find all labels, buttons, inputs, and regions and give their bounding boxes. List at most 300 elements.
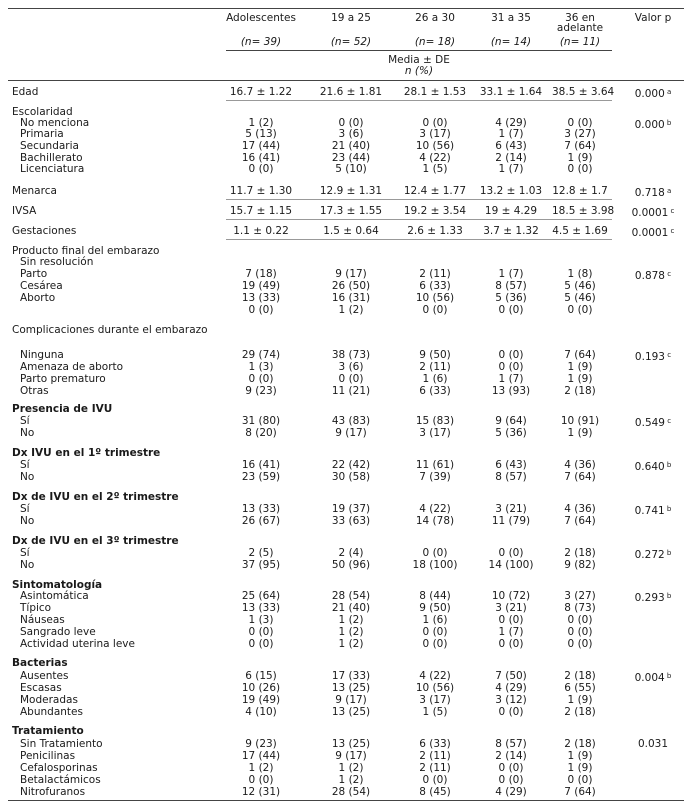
table-cell: 6 (15) — [245, 670, 277, 682]
table-cell: 1 (9) — [567, 694, 593, 706]
table-cell: 2.6 ± 1.33 — [407, 225, 463, 237]
table-cell: 0 (0) — [422, 304, 448, 316]
table-cell: 16.7 ± 1.22 — [229, 86, 293, 98]
col-n-19-25: (n= 52) — [330, 36, 372, 48]
table-cell: 8 (20) — [245, 427, 277, 439]
table-cell: 12.9 ± 1.31 — [319, 185, 383, 197]
col-header-31-35: 31 a 35 — [491, 12, 531, 24]
table-cell: 2 (4) — [338, 547, 364, 559]
table-cell: 0 (0) — [248, 638, 274, 650]
table-cell: 0 (0) — [248, 163, 274, 175]
table-cell: 0 (0) — [248, 774, 274, 786]
bottom-rule — [8, 800, 684, 801]
table-cell: 1 (6) — [422, 614, 448, 626]
table-cell: 6 (33) — [419, 385, 451, 397]
table-cell: 1 (2) — [338, 614, 364, 626]
p-value-test-marker: a — [664, 88, 672, 96]
table-cell: 2 (18) — [564, 670, 596, 682]
table-cell: 1 (3) — [248, 614, 274, 626]
section-title: Complicaciones durante el embarazo — [12, 324, 208, 336]
table-cell: 6 (33) — [419, 280, 451, 292]
row-label: Sí — [20, 503, 30, 515]
table-cell: 2 (18) — [564, 385, 596, 397]
table-cell: 9 (17) — [335, 427, 367, 439]
p-value-number: 0.0001 — [631, 227, 669, 239]
section-title: Tratamiento — [12, 725, 84, 737]
row-label: No — [20, 559, 35, 571]
col-n-36-plus: (n= 11) — [559, 36, 601, 48]
table-cell: 1 (7) — [498, 373, 524, 385]
table-cell: 0 (0) — [422, 117, 448, 129]
table-cell: 0 (0) — [498, 774, 524, 786]
table-cell: 12.4 ± 1.77 — [403, 185, 467, 197]
table-cell: 2 (5) — [248, 547, 274, 559]
table-cell: 1 (2) — [248, 117, 274, 129]
p-value-number: 0.000 — [634, 88, 665, 100]
row-label: Bachillerato — [20, 152, 83, 164]
table-cell: 1 (7) — [498, 128, 524, 140]
p-value-test-marker: b — [664, 592, 672, 600]
table-cell: 0 (0) — [338, 117, 364, 129]
table-cell: 1 (9) — [567, 750, 593, 762]
table-cell: 23 (44) — [331, 152, 371, 164]
row-label: Sangrado leve — [20, 626, 96, 638]
table-cell: 2 (11) — [419, 268, 451, 280]
row-label: Ausentes — [20, 670, 69, 682]
table-cell: 28.1 ± 1.53 — [403, 86, 467, 98]
table-cell: 33 (63) — [331, 515, 371, 527]
table-cell: 9 (17) — [335, 268, 367, 280]
table-cell: 26 (67) — [241, 515, 281, 527]
table-cell: 8 (57) — [495, 738, 527, 750]
col-header-19-25: 19 a 25 — [331, 12, 371, 24]
table-cell: 1 (9) — [567, 152, 593, 164]
table-cell: 2 (18) — [564, 738, 596, 750]
top-rule — [8, 8, 684, 9]
table-cell: 4 (36) — [564, 503, 596, 515]
row-label: Parto — [20, 268, 48, 280]
table-cell: 13 (25) — [331, 682, 371, 694]
table-cell: 0 (0) — [338, 373, 364, 385]
table-cell: 0 (0) — [498, 361, 524, 373]
table-cell: 1.1 ± 0.22 — [233, 225, 289, 237]
table-cell: 1 (3) — [248, 361, 274, 373]
table-cell: 13 (93) — [491, 385, 531, 397]
row-label: Cefalosporinas — [20, 762, 98, 774]
table-cell: 15.7 ± 1.15 — [229, 205, 293, 217]
table-cell: 12.8 ± 1.7 — [552, 185, 608, 197]
row-label: No — [20, 471, 35, 483]
row-label: Licenciatura — [20, 163, 85, 175]
table-cell: 8 (57) — [495, 280, 527, 292]
table-cell: 7 (64) — [564, 471, 596, 483]
table-cell: 11 (61) — [415, 459, 455, 471]
row-label: Sin resolución — [20, 256, 94, 268]
table-cell: 5 (13) — [245, 128, 277, 140]
table-cell: 23 (59) — [241, 471, 281, 483]
p-value — [622, 671, 684, 684]
table-cell: 19 (37) — [331, 503, 371, 515]
table-cell: 28 (54) — [331, 786, 371, 798]
table-cell: 1 (6) — [422, 373, 448, 385]
table-cell: 22 (42) — [331, 459, 371, 471]
table-cell: 4 (22) — [419, 152, 451, 164]
table-cell: 13 (33) — [241, 602, 281, 614]
table-cell: 28 (54) — [331, 590, 371, 602]
col-n-31-35: (n= 14) — [490, 36, 532, 48]
table-cell: 16 (41) — [241, 152, 281, 164]
table-cell: 21 (40) — [331, 602, 371, 614]
table-cell: 7 (64) — [564, 140, 596, 152]
table-cell: 38 (73) — [331, 349, 371, 361]
table-cell: 1 (2) — [338, 304, 364, 316]
table-cell: 11 (21) — [331, 385, 371, 397]
p-value — [622, 350, 684, 363]
p-value — [622, 226, 684, 239]
table-cell: 10 (26) — [241, 682, 281, 694]
table-cell: 6 (43) — [495, 459, 527, 471]
table-cell: 15 (83) — [415, 415, 455, 427]
col-n-26-30: (n= 18) — [414, 36, 456, 48]
section-title: Dx IVU en el 1º trimestre — [12, 447, 161, 459]
table-cell: 0 (0) — [498, 304, 524, 316]
p-value — [622, 460, 684, 473]
table-cell: 0 (0) — [567, 304, 593, 316]
row-label: Actividad uterina leve — [20, 638, 135, 650]
section-title: Bacterias — [12, 657, 68, 669]
header-rule — [226, 50, 612, 51]
table-cell: 10 (56) — [415, 292, 455, 304]
row-label: Parto prematuro — [20, 373, 106, 385]
table-cell: 1 (2) — [248, 762, 274, 774]
table-cell: 10 (56) — [415, 682, 455, 694]
table-cell: 19 (49) — [241, 280, 281, 292]
stat-label-mean: Media ± DE — [388, 54, 450, 66]
table-cell: 4 (22) — [419, 503, 451, 515]
table-cell: 7 (64) — [564, 349, 596, 361]
table-cell: 30 (58) — [331, 471, 371, 483]
p-value-number: 0.293 — [634, 592, 665, 604]
row-label: Abundantes — [20, 706, 83, 718]
section-title: Dx de IVU en el 2º trimestre — [12, 491, 179, 503]
p-value — [622, 504, 684, 517]
table-cell: 4 (29) — [495, 786, 527, 798]
table-cell: 13 (33) — [241, 292, 281, 304]
p-value — [622, 739, 684, 750]
table-cell: 3 (17) — [419, 427, 451, 439]
table-cell: 0 (0) — [422, 626, 448, 638]
table-cell: 5 (10) — [335, 163, 367, 175]
table-cell: 0 (0) — [567, 774, 593, 786]
table-cell: 43 (83) — [331, 415, 371, 427]
table-cell: 9 (50) — [419, 349, 451, 361]
table-cell: 9 (17) — [335, 750, 367, 762]
table-cell: 8 (57) — [495, 471, 527, 483]
table-cell: 0 (0) — [498, 349, 524, 361]
row-label: Asintomática — [20, 590, 89, 602]
table-cell: 2 (11) — [419, 361, 451, 373]
row-label: No menciona — [20, 117, 90, 129]
table-cell: 13 (25) — [331, 738, 371, 750]
section-title: Dx de IVU en el 3º trimestre — [12, 535, 179, 547]
table-cell: 19 ± 4.29 — [484, 205, 538, 217]
stat-label-n: n (%) — [404, 65, 434, 77]
row-label: No — [20, 427, 35, 439]
table-cell: 21.6 ± 1.81 — [319, 86, 383, 98]
table-cell: 7 (64) — [564, 515, 596, 527]
table-cell: 5 (36) — [495, 427, 527, 439]
table-cell: 0 (0) — [567, 163, 593, 175]
table-cell: 3 (21) — [495, 503, 527, 515]
p-value-test-marker: b — [664, 505, 672, 513]
col-header-adolescentes: Adolescentes — [226, 12, 296, 24]
row-label: Secundaria — [20, 140, 79, 152]
p-value-number: 0.272 — [634, 549, 665, 561]
table-cell: 14 (78) — [415, 515, 455, 527]
p-value-number: 0.741 — [634, 505, 665, 517]
p-value-test-marker: b — [664, 461, 672, 469]
table-cell: 37 (95) — [241, 559, 281, 571]
row-label: Otras — [20, 385, 49, 397]
table-cell: 8 (73) — [564, 602, 596, 614]
section-title: Presencia de IVU — [12, 403, 113, 415]
table-cell: 5 (46) — [564, 292, 596, 304]
p-value-test-marker: b — [664, 672, 672, 680]
table-cell: 11 (79) — [491, 515, 531, 527]
p-value — [622, 206, 684, 219]
table-cell: 31 (80) — [241, 415, 281, 427]
row-label: Cesárea — [20, 280, 63, 292]
col-header-pvalue: Valor p — [634, 12, 672, 24]
p-value-number: 0.193 — [634, 351, 665, 363]
table-cell: 1 (7) — [498, 626, 524, 638]
row-label: No — [20, 515, 35, 527]
p-value-number: 0.000 — [634, 119, 665, 131]
table-cell: 1 (2) — [338, 774, 364, 786]
p-value-test-marker: b — [664, 119, 672, 127]
table-cell: 4 (36) — [564, 459, 596, 471]
table-cell: 1 (7) — [498, 268, 524, 280]
table-cell: 13.2 ± 1.03 — [479, 185, 543, 197]
table-cell: 3 (12) — [495, 694, 527, 706]
table-cell: 18.5 ± 3.98 — [552, 205, 615, 217]
table-cell: 3 (27) — [564, 128, 596, 140]
table-cell: 0 (0) — [248, 373, 274, 385]
table-cell: 0 (0) — [248, 626, 274, 638]
table-cell: 1 (5) — [422, 706, 448, 718]
table-cell: 17 (44) — [241, 140, 281, 152]
section-title: IVSA — [12, 205, 37, 217]
table-cell: 38.5 ± 3.64 — [552, 86, 615, 98]
table-cell: 2 (11) — [419, 762, 451, 774]
table-cell: 10 (72) — [491, 590, 531, 602]
table-cell: 1 (2) — [338, 762, 364, 774]
table-cell: 0 (0) — [422, 547, 448, 559]
table-cell: 5 (46) — [564, 280, 596, 292]
table-cell: 2 (14) — [495, 750, 527, 762]
row-label: Amenaza de aborto — [20, 361, 124, 373]
table-cell: 0 (0) — [422, 638, 448, 650]
table-cell: 3 (17) — [419, 694, 451, 706]
table-cell: 6 (33) — [419, 738, 451, 750]
table-cell: 14 (100) — [488, 559, 534, 571]
row-label: Moderadas — [20, 694, 78, 706]
table-cell: 4 (29) — [495, 682, 527, 694]
section-title: Edad — [12, 86, 39, 98]
section-title: Producto final del embarazo — [12, 245, 160, 257]
row-label: Sí — [20, 547, 30, 559]
table-cell: 0 (0) — [567, 626, 593, 638]
p-value-test-marker: c — [664, 270, 672, 278]
table-cell: 9 (82) — [564, 559, 596, 571]
row-label: Nitrofuranos — [20, 786, 86, 798]
table-cell: 33.1 ± 1.64 — [479, 86, 543, 98]
row-label: Típico — [20, 602, 52, 614]
table-cell: 50 (96) — [331, 559, 371, 571]
table-cell: 6 (55) — [564, 682, 596, 694]
table-cell: 9 (23) — [245, 738, 277, 750]
table-cell: 7 (39) — [419, 471, 451, 483]
table-cell: 0 (0) — [498, 706, 524, 718]
p-value-test-marker: c — [668, 227, 675, 235]
table-cell: 3.7 ± 1.32 — [483, 225, 539, 237]
table-cell: 2 (18) — [564, 547, 596, 559]
p-value-number: 0.004 — [634, 672, 665, 684]
col-header-26-30: 26 a 30 — [415, 12, 455, 24]
table-cell: 1 (9) — [567, 373, 593, 385]
table-cell: 4 (10) — [245, 706, 277, 718]
p-value — [622, 118, 684, 131]
table-cell: 2 (11) — [419, 750, 451, 762]
p-value-test-marker: c — [668, 207, 675, 215]
p-value-test-marker: c — [664, 417, 672, 425]
row-label: Penicilinas — [20, 750, 76, 762]
value-underline — [226, 100, 612, 101]
p-value — [622, 87, 684, 100]
row-label: Ninguna — [20, 349, 64, 361]
col-n-adolescentes: (n= 39) — [240, 36, 282, 48]
table-cell: 0 (0) — [567, 117, 593, 129]
table-cell: 0 (0) — [422, 774, 448, 786]
table-cell: 1 (9) — [567, 427, 593, 439]
table-cell: 1 (2) — [338, 626, 364, 638]
section-title: Menarca — [12, 185, 57, 197]
row-label: Sí — [20, 459, 30, 471]
table-cell: 10 (91) — [560, 415, 600, 427]
row-label: Náuseas — [20, 614, 65, 626]
table-cell: 9 (17) — [335, 694, 367, 706]
table-cell: 1 (8) — [567, 268, 593, 280]
table-cell: 0 (0) — [248, 304, 274, 316]
table-cell: 13 (25) — [331, 706, 371, 718]
section-title: Escolaridad — [12, 106, 73, 118]
table-cell: 11.7 ± 1.30 — [229, 185, 293, 197]
p-value — [622, 548, 684, 561]
table-cell: 4.5 ± 1.69 — [552, 225, 608, 237]
table-cell: 16 (41) — [241, 459, 281, 471]
p-value-test-marker: c — [664, 351, 672, 359]
table-cell: 9 (50) — [419, 602, 451, 614]
table-cell: 0 (0) — [498, 547, 524, 559]
p-value — [622, 591, 684, 604]
table-cell: 1 (7) — [498, 163, 524, 175]
table-cell: 17.3 ± 1.55 — [319, 205, 383, 217]
header-bottom-rule — [8, 80, 684, 81]
table-cell: 5 (36) — [495, 292, 527, 304]
table-cell: 1 (9) — [567, 762, 593, 774]
row-label: Betalactámicos — [20, 774, 101, 786]
table-cell: 1.5 ± 0.64 — [323, 225, 379, 237]
table-cell: 6 (43) — [495, 140, 527, 152]
table-cell: 1 (2) — [338, 638, 364, 650]
table-cell: 9 (64) — [495, 415, 527, 427]
table-cell: 7 (50) — [495, 670, 527, 682]
col-header-36-plus: 36 en adelante — [556, 12, 604, 34]
section-title: Gestaciones — [12, 225, 77, 237]
table-cell: 4 (22) — [419, 670, 451, 682]
table-cell: 13 (33) — [241, 503, 281, 515]
table-cell: 19 (49) — [241, 694, 281, 706]
p-value — [622, 416, 684, 429]
row-label: Escasas — [20, 682, 62, 694]
table-cell: 4 (29) — [495, 117, 527, 129]
table-cell: 3 (6) — [338, 128, 364, 140]
row-label: Sin Tratamiento — [20, 738, 103, 750]
row-label: Sí — [20, 415, 30, 427]
p-value-number: 0.0001 — [631, 207, 669, 219]
table-cell: 10 (56) — [415, 140, 455, 152]
table-cell: 3 (6) — [338, 361, 364, 373]
table-cell: 16 (31) — [331, 292, 371, 304]
p-value-test-marker: b — [664, 549, 672, 557]
table-cell: 21 (40) — [331, 140, 371, 152]
p-value — [622, 269, 684, 282]
table-cell: 8 (44) — [419, 590, 451, 602]
table-cell: 3 (17) — [419, 128, 451, 140]
table-cell: 2 (18) — [564, 706, 596, 718]
table-cell: 18 (100) — [412, 559, 458, 571]
table-cell: 19.2 ± 3.54 — [403, 205, 467, 217]
value-underline — [226, 239, 612, 240]
p-value-number: 0.878 — [634, 270, 665, 282]
table-cell: 0 (0) — [498, 614, 524, 626]
table-cell: 1 (5) — [422, 163, 448, 175]
p-value-test-marker: a — [664, 187, 672, 195]
table-cell: 3 (27) — [564, 590, 596, 602]
table-cell: 9 (23) — [245, 385, 277, 397]
p-value-number: 0.549 — [634, 417, 665, 429]
value-underline — [226, 199, 612, 200]
table-cell: 12 (31) — [241, 786, 281, 798]
table-cell: 17 (44) — [241, 750, 281, 762]
table-cell: 2 (14) — [495, 152, 527, 164]
p-value-number: 0.031 — [637, 738, 669, 750]
p-value — [622, 186, 684, 199]
table-cell: 8 (45) — [419, 786, 451, 798]
table-cell: 25 (64) — [241, 590, 281, 602]
table-cell: 29 (74) — [241, 349, 281, 361]
row-label: Primaria — [20, 128, 64, 140]
p-value-number: 0.718 — [634, 187, 665, 199]
section-title: Sintomatología — [12, 579, 103, 591]
table-cell: 0 (0) — [498, 762, 524, 774]
row-label: Aborto — [20, 292, 56, 304]
table-cell: 0 (0) — [567, 614, 593, 626]
table-cell: 0 (0) — [498, 638, 524, 650]
table-cell: 0 (0) — [567, 638, 593, 650]
table-cell: 3 (21) — [495, 602, 527, 614]
table-cell: 7 (64) — [564, 786, 596, 798]
